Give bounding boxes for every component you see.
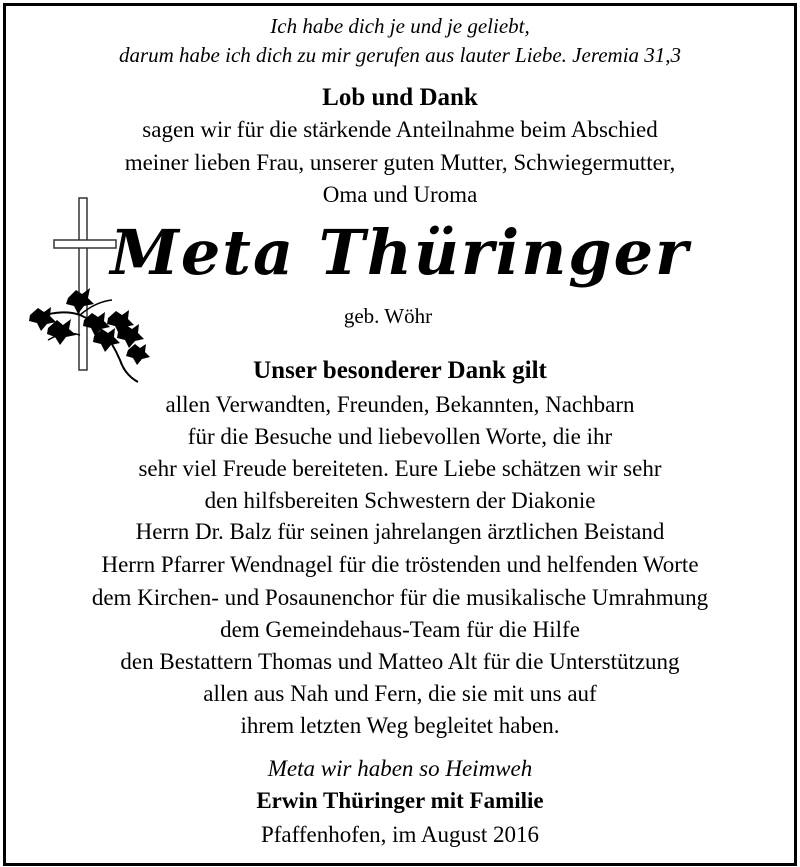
intro-line-2: meiner lieben Frau, unserer guten Mutter, Schwiegermutter, (124, 150, 676, 175)
heading: Lob und Dank (322, 84, 478, 111)
thanks-line: ihrem letzten Weg begleitet haben. (240, 713, 560, 738)
thanks-line: für die Besuche und liebevollen Worte, die ihr (187, 424, 613, 449)
thanks-heading: Unser besonderer Dank gilt (253, 357, 547, 384)
place-date: Pfaffenhofen, im August 2016 (260, 822, 540, 847)
verse-line-1: Ich habe dich je und je geliebt, (270, 14, 530, 38)
thanks-line: Herrn Dr. Balz für seinen jahrelangen ärztlichen Beistand (135, 519, 665, 544)
closing-line: Meta wir haben so Heimweh (267, 756, 533, 781)
intro-line-3: Oma und Uroma (322, 182, 478, 207)
signature: Erwin Thüringer mit Familie (256, 788, 544, 813)
thanks-line: allen aus Nah und Fern, die sie mit uns auf (203, 681, 597, 706)
thanks-line: den hilfsbereiten Schwestern der Diakonie (204, 488, 596, 513)
thanks-line: allen Verwandten, Freunden, Bekannten, Nachbarn (165, 392, 635, 417)
intro-line-1: sagen wir für die stärkende Anteilnahme beim Abschied (142, 117, 658, 142)
verse-line-2: darum habe ich dich zu mir gerufen aus lauter Liebe. Jeremia 31,3 (118, 43, 682, 67)
thanks-line: dem Kirchen- und Posaunenchor für die musikalische Umrahmung (91, 585, 709, 610)
thanks-line: den Bestattern Thomas und Matteo Alt für die Unterstützung (120, 649, 680, 674)
thanks-line: sehr viel Freude bereiteten. Eure Liebe schätzen wir sehr (138, 456, 662, 481)
thanks-line: dem Gemeindehaus-Team für die Hilfe (220, 617, 580, 642)
birth-name-text: geb. Wöhr (343, 304, 433, 328)
thanks-line: Herrn Pfarrer Wendnagel für die tröstenden und helfenden Worte (101, 552, 699, 577)
birth-name (0, 304, 800, 329)
deceased-name: Meta Thüringer (110, 216, 690, 289)
